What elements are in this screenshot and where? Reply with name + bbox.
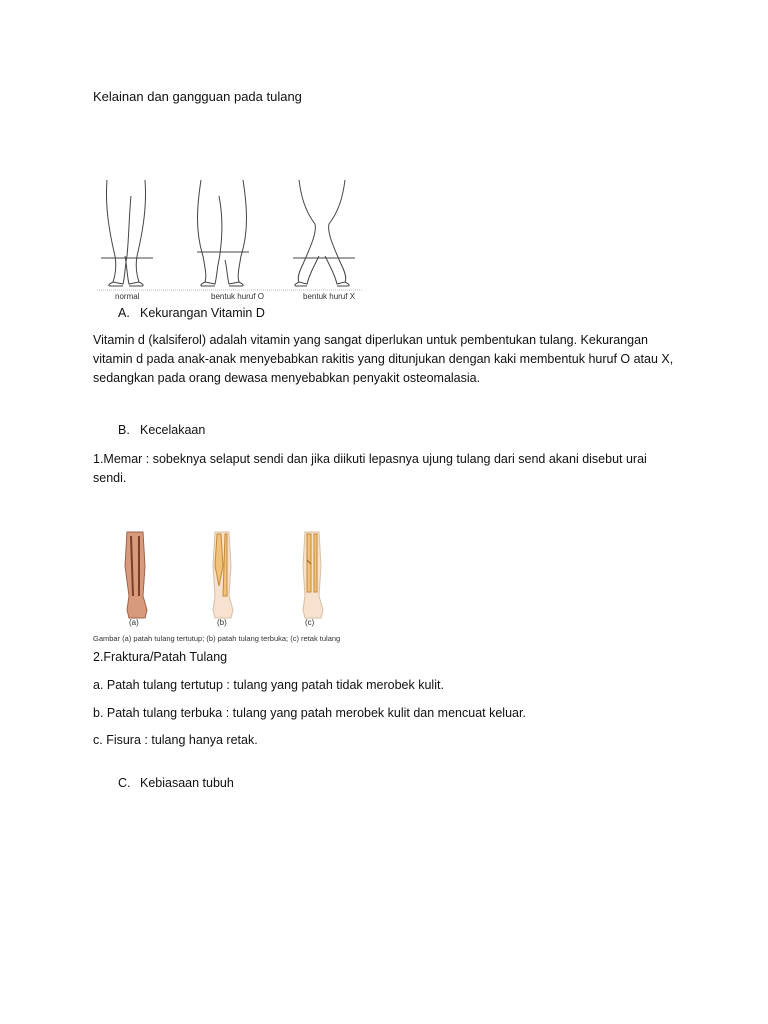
legs-illustration <box>93 176 383 304</box>
fracture-illustration <box>93 526 383 626</box>
closed-fracture-text: a. Patah tulang tertutup : tulang yang patah tidak merobek kulit. <box>93 678 444 692</box>
fracture-figure <box>93 526 383 648</box>
document-title: Kelainan dan gangguan pada tulang <box>93 89 302 104</box>
caption-o-shape: bentuk huruf O <box>211 292 264 301</box>
fraktura-heading: 2.Fraktura/Patah Tulang <box>93 650 228 664</box>
fracture-label-c: (c) <box>305 618 315 627</box>
fracture-label-b: (b) <box>217 618 227 627</box>
section-a-body: Vitamin d (kalsiferol) adalah vitamin yang sangat diperlukan untuk pembentukan tulang. Kekurangan vitamin d pada anak-anak menyebabkan rakitis yang ditunjukan dengan kaki membentuk huruf O atau X, sedangkan pada orang dewasa menyebabkan penyakit osteomalasia. <box>93 333 674 385</box>
section-b-heading <box>118 423 205 437</box>
section-b-title: Kecelakaan <box>140 423 206 437</box>
caption-x-shape: bentuk huruf X <box>303 292 356 301</box>
section-a-title: Kekurangan Vitamin D <box>140 306 265 320</box>
o-shape-legs <box>197 180 249 286</box>
open-fracture-text: b. Patah tulang terbuka : tulang yang patah merobek kulit dan mencuat keluar. <box>93 706 526 720</box>
section-c-letter: C. <box>118 776 131 790</box>
x-shape-legs <box>293 180 355 286</box>
section-b-letter: B. <box>118 423 130 437</box>
caption-normal: normal <box>115 292 140 301</box>
fissure-arm <box>303 532 323 618</box>
fracture-caption: Gambar (a) patah tulang tertutup; (b) patah tulang terbuka; (c) retak tulang <box>93 634 341 643</box>
normal-legs <box>101 180 153 286</box>
section-a-letter: A. <box>118 306 130 320</box>
section-c-heading <box>118 776 234 790</box>
fissure-text: c. Fisura : tulang hanya retak. <box>93 733 258 747</box>
section-c-title: Kebiasaan tubuh <box>140 776 234 790</box>
fracture-label-a: (a) <box>129 618 139 627</box>
legs-figure <box>93 176 383 304</box>
section-a-heading <box>118 306 265 320</box>
closed-fracture-arm <box>125 532 147 618</box>
memar-paragraph: 1.Memar : sobeknya selaput sendi dan jika diikuti lepasnya ujung tulang dari send akani disebut urai sendi. <box>93 452 647 485</box>
open-fracture-arm <box>213 532 233 618</box>
